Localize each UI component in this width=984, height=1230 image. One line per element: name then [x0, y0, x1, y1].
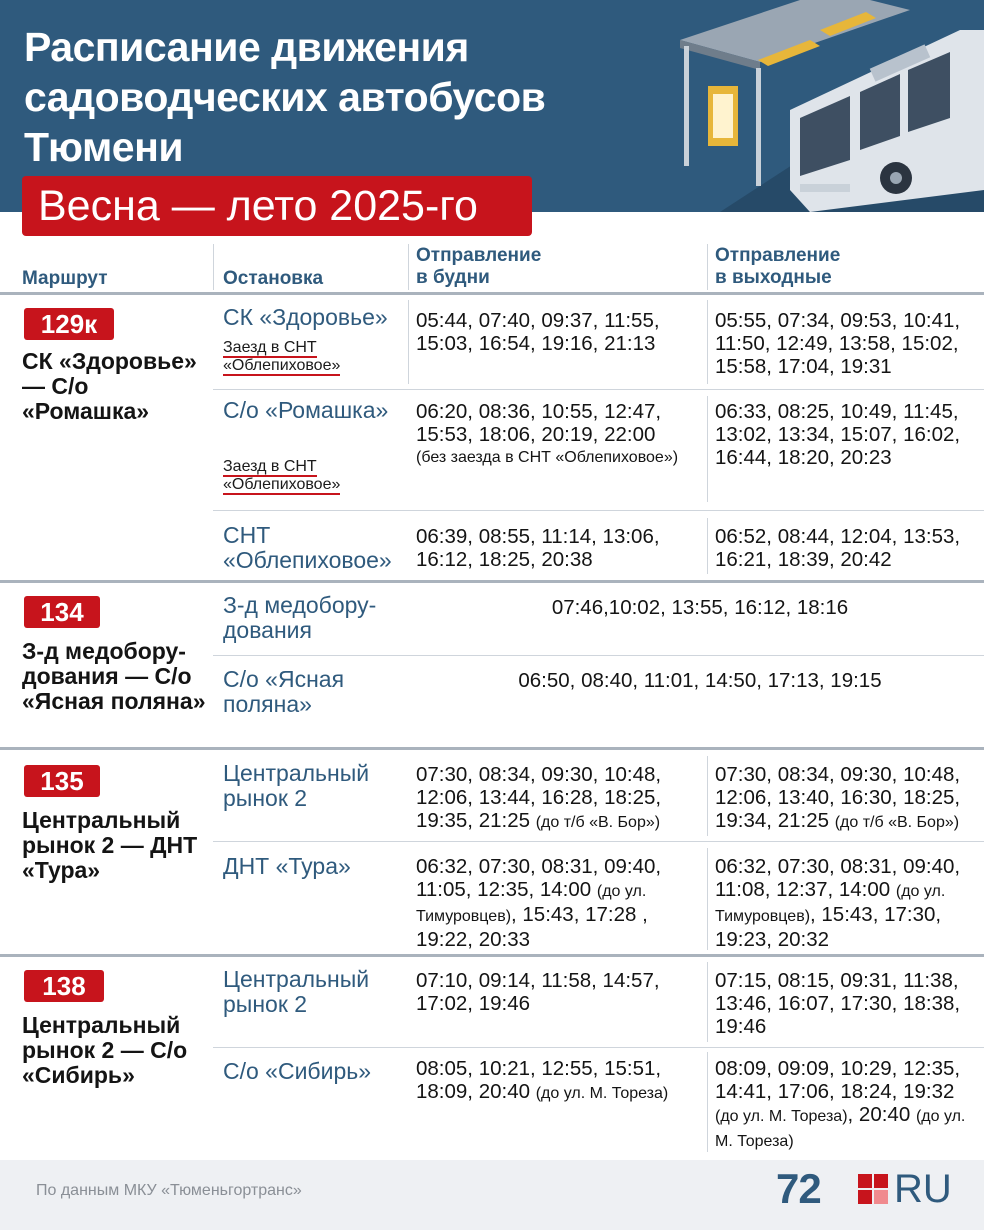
divider — [707, 848, 708, 950]
stop-note-line-2: «Облепиховое» — [223, 357, 341, 374]
page-title — [24, 22, 545, 172]
bus-stop-illustration — [660, 0, 984, 212]
divider — [707, 300, 708, 384]
weekday-times — [416, 1057, 706, 1105]
weekday-times-note: (до т/б «В. Бор») — [535, 814, 661, 831]
weekday-times: 05:44, 07:40, 09:37, 11:55, 15:03, 16:54, 19:16, 21:13 — [416, 309, 660, 355]
all-days-times: 07:46,10:02, 13:55, 16:12, 18:16 — [551, 596, 849, 619]
divider — [707, 244, 708, 290]
stop-name: ДНТ «Тура» — [223, 853, 351, 879]
weekend-times — [715, 763, 977, 834]
stop-note-line-2: «Облепиховое» — [223, 476, 341, 493]
weekend-times-list-b: , 20:40 — [847, 1103, 911, 1126]
route-name: Центральный рынок 2 — С/о «Сибирь» — [22, 1012, 188, 1088]
logo-squares-icon — [858, 1174, 888, 1204]
weekend-times: 06:33, 08:25, 10:49, 11:45, 13:02, 13:34, 15:07, 16:02, 16:44, 18:20, 20:23 — [715, 400, 961, 469]
col-header-weekdays-line-1: Отправление — [416, 245, 542, 266]
stop-note-line-1: Заезд в СНТ — [223, 339, 317, 356]
logo-number: 72 — [776, 1165, 821, 1212]
route-name: З-д медобору-дования — С/о «Ясная поляна» — [22, 638, 206, 714]
weekday-times-note: (до ул. Тимуровцев) — [416, 883, 647, 925]
weekend-times: 07:15, 08:15, 09:31, 11:38, 13:46, 16:07, 17:30, 18:38, 19:46 — [715, 969, 961, 1038]
divider — [707, 1052, 708, 1152]
divider — [0, 580, 984, 583]
title-line-3: Тюмени — [24, 124, 184, 170]
all-days-times: 06:50, 08:40, 11:01, 14:50, 17:13, 19:15 — [518, 669, 882, 692]
site-logo — [776, 1166, 966, 1212]
route-name: Центральный рынок 2 — ДНТ «Тура» — [22, 807, 198, 883]
weekend-times-note: (до ул. Тимуровцев) — [715, 883, 946, 925]
divider — [213, 389, 984, 390]
weekend-times — [715, 1057, 977, 1153]
weekday-times-list: 07:30, 08:34, 09:30, 10:48, 12:06, 13:44, 16:28, 18:25, 19:35, 21:25 — [416, 763, 662, 832]
weekday-times: 07:10, 09:14, 11:58, 14:57, 17:02, 19:46 — [416, 969, 660, 1015]
season-label: Весна — лето 2025-го — [38, 182, 478, 230]
weekday-times — [416, 763, 706, 834]
divider — [707, 756, 708, 836]
weekday-times — [416, 400, 706, 469]
divider — [213, 244, 214, 290]
col-header-weekdays-line-2: в будни — [416, 267, 490, 288]
stop-note-line-1: Заезд в СНТ — [223, 458, 317, 475]
weekday-times — [416, 855, 706, 951]
weekday-times-note: (до ул. М. Тореза) — [535, 1085, 669, 1102]
weekend-times-list-a: 06:32, 07:30, 08:31, 09:40, 11:08, 12:37, 14:00 — [715, 855, 961, 901]
weekend-times-list-a: 08:09, 09:09, 10:29, 12:35, 14:41, 17:06, 18:24, 19:32 — [715, 1057, 961, 1103]
col-header-weekends — [715, 245, 840, 289]
title-line-1: Расписание движения — [24, 24, 469, 70]
divider — [707, 518, 708, 574]
stop-name: С/о «Ромашка» — [223, 397, 389, 423]
divider — [0, 954, 984, 957]
route-name: СК «Здоровье» — С/о «Ромашка» — [22, 348, 197, 424]
divider — [0, 747, 984, 750]
divider — [707, 396, 708, 502]
col-header-stop: Остановка — [223, 268, 324, 289]
divider — [213, 1047, 984, 1048]
weekday-times: 06:39, 08:55, 11:14, 13:06, 16:12, 18:25, 20:38 — [416, 525, 660, 571]
divider — [213, 841, 984, 842]
stop-name: З-д медобору-дования — [223, 592, 377, 643]
weekday-times-list: 08:05, 10:21, 12:55, 15:51, 18:09, 20:40 — [416, 1057, 662, 1103]
logo-ru: RU — [894, 1167, 952, 1211]
stop-name: Центральный рынок 2 — [223, 966, 370, 1017]
weekend-times — [715, 855, 977, 951]
weekday-times-list-b: , 15:43, 17:28 , 19:22, 20:33 — [416, 903, 648, 951]
route-badge: 134 — [24, 596, 100, 628]
stop-name: С/о «Сибирь» — [223, 1058, 372, 1084]
col-header-weekdays — [416, 245, 541, 289]
weekend-times-list: 07:30, 08:34, 09:30, 10:48, 12:06, 13:40, 16:30, 18:25, 19:34, 21:25 — [715, 763, 961, 832]
divider — [213, 655, 984, 656]
col-header-route: Маршрут — [22, 268, 108, 289]
divider — [0, 292, 984, 295]
stop-name: Центральный рынок 2 — [223, 760, 370, 811]
weekend-times: 06:52, 08:44, 12:04, 13:53, 16:21, 18:39, 20:42 — [715, 525, 961, 571]
col-header-weekends-line-1: Отправление — [715, 245, 841, 266]
divider — [408, 300, 409, 384]
divider — [408, 244, 409, 290]
stop-name: С/о «Ясная поляна» — [223, 666, 345, 717]
route-badge: 135 — [24, 765, 100, 797]
schedule-table — [0, 212, 984, 1160]
col-header-weekends-line-2: в выходные — [715, 267, 832, 288]
stop-name: СК «Здоровье» — [223, 304, 388, 330]
route-badge: 138 — [24, 970, 104, 1002]
route-badge: 129к — [24, 308, 114, 340]
divider — [707, 962, 708, 1042]
season-badge — [22, 176, 532, 236]
weekend-times-list-b: , 15:43, 17:30, 19:23, 20:32 — [715, 903, 942, 951]
stop-note — [223, 339, 413, 375]
data-source: По данным МКУ «Тюменьгортранс» — [36, 1182, 302, 1199]
weekend-times-note-b: (до ул. М. Тореза) — [715, 1108, 966, 1150]
weekend-times-note-a: (до ул. М. Тореза) — [715, 1108, 848, 1125]
weekend-times-note: (до т/б «В. Бор») — [834, 814, 960, 831]
stop-name: СНТ «Облепиховое» — [223, 522, 392, 573]
weekday-times-list-a: 06:32, 07:30, 08:31, 09:40, 11:05, 12:35, 14:00 — [416, 855, 662, 901]
divider — [213, 510, 984, 511]
weekday-times-list: 06:20, 08:36, 10:55, 12:47, 15:53, 18:06, 20:19, 22:00 — [416, 400, 662, 446]
weekend-times: 05:55, 07:34, 09:53, 10:41, 11:50, 12:49, 13:58, 15:02, 15:58, 17:04, 19:31 — [715, 309, 961, 378]
stop-note — [223, 458, 413, 494]
weekday-times-note: (без заезда в СНТ «Облепиховое») — [416, 449, 679, 466]
title-line-2: садоводческих автобусов — [24, 74, 546, 120]
